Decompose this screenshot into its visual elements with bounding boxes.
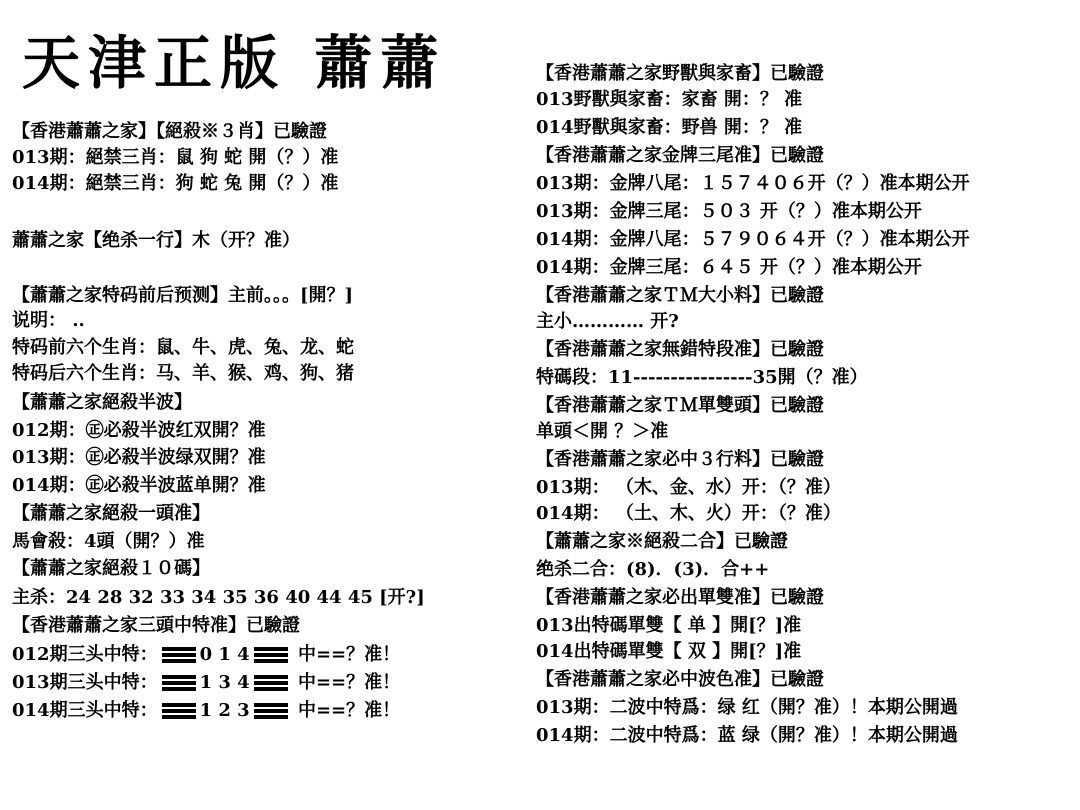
text-line: 主小………… 开? [536, 311, 679, 332]
text-line: 012期：㊣必殺半波红双開？准 [12, 420, 266, 441]
text-line: 馬會殺：4頭（開？）准 [12, 531, 205, 552]
text-line: 【香港蕭蕭之家ＴＭ單雙頭】已驗證 [536, 395, 824, 416]
text-line: 014期：金牌三尾：６４５ 开（？）准本期公开 [536, 257, 922, 278]
text-line: 【蕭蕭之家絕殺１０碼】 [12, 558, 210, 579]
text-line: 013期：金牌八尾：１５７４０６开（？）准本期公开 [536, 173, 970, 194]
text-line: 013期：絕禁三肖：鼠 狗 蛇 開（？）准 [12, 147, 339, 168]
text-line: 特码后六个生肖：马、羊、猴、鸡、狗、猪 [12, 363, 354, 384]
text-line: 蕭蕭之家【绝杀一行】木（开？准） [12, 230, 300, 251]
bars-icon [254, 675, 288, 691]
bars-icon [254, 703, 288, 719]
text-line: 014期：二波中特爲：蓝 绿（開？准）！本期公開過 [536, 725, 958, 746]
text-line: 特码前六个生肖：鼠、牛、虎、兔、龙、蛇 [12, 337, 354, 358]
text-line: 013期：金牌三尾：５０３ 开（？）准本期公开 [536, 201, 922, 222]
text-line: 014期三头中特： 1 2 3 中==？准！ [12, 700, 401, 721]
text-line: 014期：㊣必殺半波蓝单開？准 [12, 475, 266, 496]
bars-icon [162, 647, 196, 663]
page-title: 天津正版 蕭蕭 [22, 29, 447, 97]
text-line: 【香港蕭蕭之家ＴＭ大小料】已驗證 [536, 285, 824, 306]
text-line: 【香港蕭蕭之家必中波色准】已驗證 [536, 669, 824, 690]
text-line: 013期： （木、金、水）开：（？准） [536, 477, 841, 498]
text-line: 【蕭蕭之家絕殺半波】 [12, 392, 192, 413]
text-line: 绝杀二合：(8)．(3)．合++ [536, 559, 770, 580]
bars-icon [254, 647, 288, 663]
text-line: 说明： .. [12, 310, 85, 331]
text-line: 【蕭蕭之家※絕殺二合】已驗證 [536, 531, 788, 552]
text-line: 【香港蕭蕭之家】【絕殺※３肖】已驗證 [12, 121, 327, 142]
text-line: 014出特碼單雙【 双 】開[？]准 [536, 641, 802, 662]
text-line: 特碼段：11----------------35開（？准） [536, 367, 868, 388]
text-line: 013期三头中特： 1 3 4 中==？准！ [12, 672, 401, 693]
text-line: 013期：二波中特爲：绿 红（開？准）！本期公開過 [536, 697, 958, 718]
text-line: 单頭＜開 ？＞准 [536, 421, 669, 442]
text-line: 【香港蕭蕭之家野獸與家畜】已驗證 [536, 63, 824, 84]
text-line: 【香港蕭蕭之家三頭中特准】已驗證 [12, 615, 300, 636]
text-line: 013期：㊣必殺半波绿双開？准 [12, 447, 266, 468]
text-line: 【蕭蕭之家絕殺一頭准】 [12, 503, 210, 524]
text-line: 014期：金牌八尾：５７９０６４开（？）准本期公开 [536, 229, 970, 250]
bars-icon [162, 703, 196, 719]
text-line: 012期三头中特： 0 1 4 中==？准！ [12, 644, 401, 665]
text-line: 【香港蕭蕭之家必中３行料】已驗證 [536, 449, 824, 470]
bars-icon [162, 675, 196, 691]
text-line: 【香港蕭蕭之家必出單雙准】已驗證 [536, 587, 824, 608]
text-line: 013出特碼單雙【 单 】開[？]准 [536, 615, 802, 636]
text-line: 014期：絕禁三肖：狗 蛇 兔 開（？）准 [12, 173, 339, 194]
text-line: 013野獸與家畜：家畜 開：？ 准 [536, 89, 803, 110]
text-line: 014期： （土、木、火）开：（？准） [536, 503, 841, 524]
text-line: 【香港蕭蕭之家金牌三尾准】已驗證 [536, 145, 824, 166]
text-line: 主杀：24 28 32 33 34 35 36 40 44 45 [开?] [12, 587, 425, 608]
text-line: 014野獸與家畜：野兽 開：？ 准 [536, 117, 803, 138]
text-line: 【香港蕭蕭之家無錯特段准】已驗證 [536, 339, 824, 360]
text-line: 【蕭蕭之家特码前后预测】主前。。。[開？] [12, 285, 354, 306]
